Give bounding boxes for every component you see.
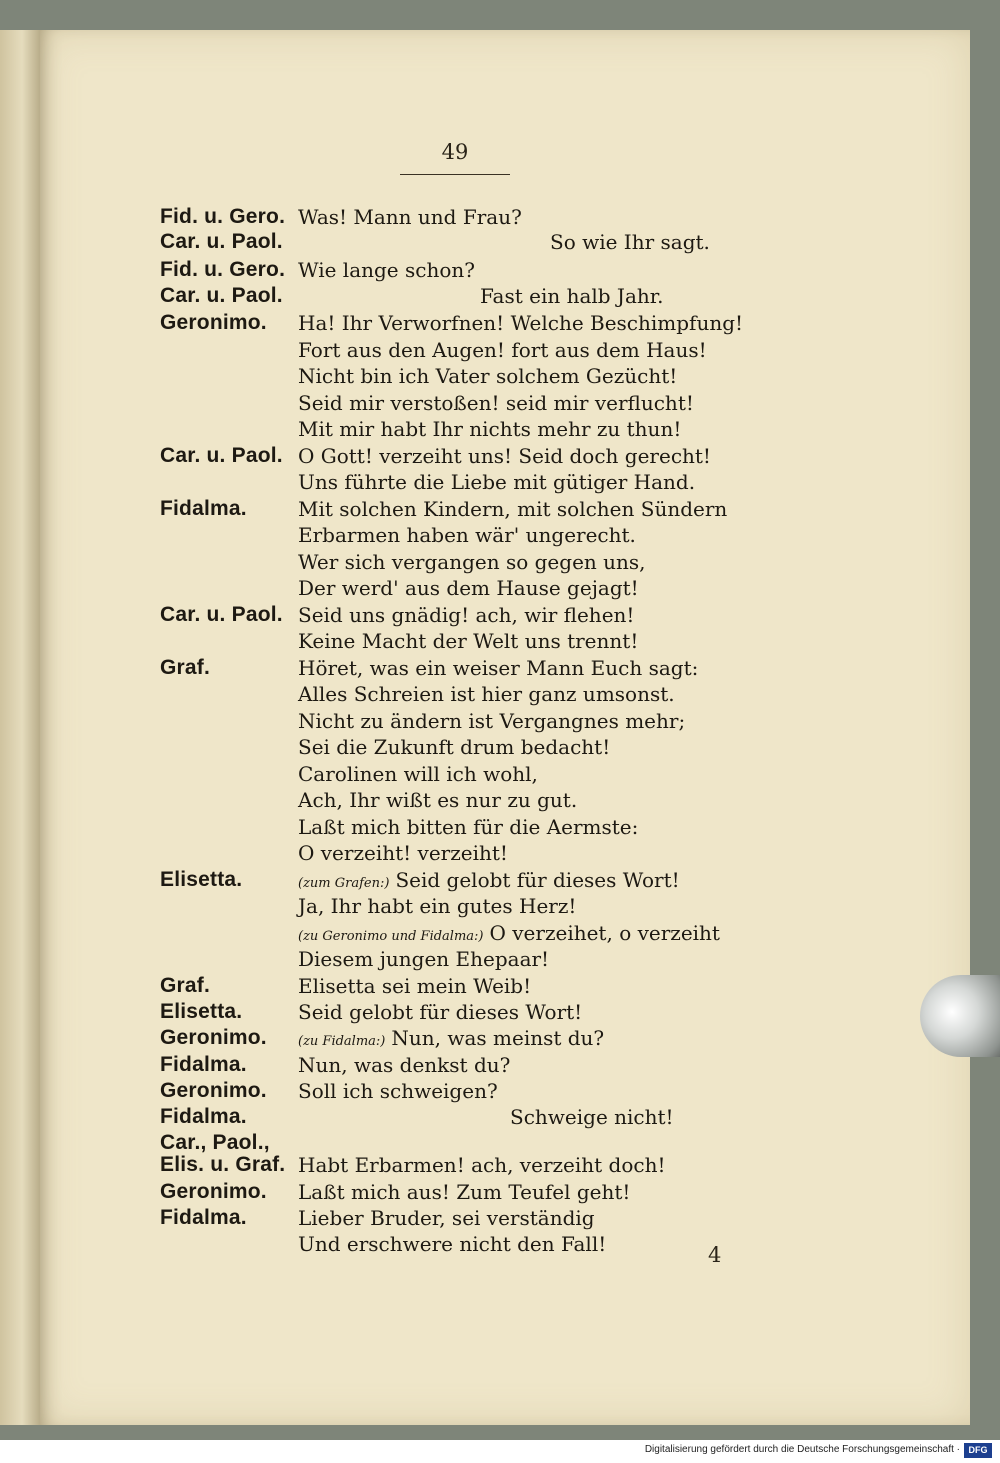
verse-line <box>0 282 1000 310</box>
verse-text <box>298 760 538 788</box>
verse-text <box>298 389 694 417</box>
verse-line <box>0 415 1000 443</box>
verse-words: Diesem jungen Ehepaar! <box>298 947 550 971</box>
page-clip <box>920 975 1000 1057</box>
verse-words: Nicht bin ich Vater solchem Gezücht! <box>298 364 678 388</box>
stage-direction: (zum Grafen:) <box>298 876 390 891</box>
verse-words: Habt Erbarmen! ach, verzeiht doch! <box>298 1153 666 1177</box>
verse-text <box>298 813 638 841</box>
verse-line <box>0 945 1000 973</box>
verse-words: Seid mir verstoßen! seid mir verflucht! <box>298 391 694 415</box>
verse-words: O verzeiht! verzeiht! <box>298 841 508 865</box>
verse-text <box>298 574 639 602</box>
verse-words: Ach, Ihr wißt es nur zu gut. <box>298 788 578 812</box>
verse-text <box>298 415 681 443</box>
speaker-name: Fidalma. <box>160 1206 247 1229</box>
verse-text <box>298 442 711 470</box>
verse-words: Mit mir habt Ihr nichts mehr zu thun! <box>298 417 682 441</box>
speaker-name: Fid. u. Gero. <box>160 205 286 228</box>
verse-words: Nicht zu ändern ist Vergangnes mehr; <box>298 709 686 733</box>
verse-text <box>510 1103 674 1131</box>
verse-words: Fort aus den Augen! fort aus dem Haus! <box>298 338 707 362</box>
verse-text <box>298 680 675 708</box>
verse-line <box>0 786 1000 814</box>
verse-text <box>298 1077 498 1105</box>
verse-words: Nun, was meinst du? <box>391 1026 605 1050</box>
footer-bar <box>0 1440 1000 1463</box>
verse-line <box>0 680 1000 708</box>
verse-line <box>0 521 1000 549</box>
verse-line <box>0 1103 1000 1131</box>
verse-words: Elisetta sei mein Weib! <box>298 974 532 998</box>
stage-direction: (zu Fidalma:) <box>298 1034 386 1049</box>
verse-line <box>0 1151 1000 1179</box>
page-number: 49 <box>441 140 469 164</box>
verse-line <box>0 362 1000 390</box>
verse-line <box>0 654 1000 682</box>
speaker-name: Car. u. Paol. <box>160 284 283 307</box>
verse-text <box>298 336 707 364</box>
verse-words: Seid gelobt für dieses Wort! <box>298 1000 583 1024</box>
verse-text <box>298 972 531 1000</box>
verse-text <box>298 548 646 576</box>
verse-line <box>0 813 1000 841</box>
verse-words: Was! Mann und Frau? <box>298 205 522 229</box>
verse-words: O verzeihet, o verzeiht <box>489 921 720 945</box>
verse-words: Laßt mich bitten für die Aermste: <box>298 815 639 839</box>
stage-direction: (zu Geronimo und Fidalma:) <box>298 929 484 944</box>
verse-words: Höret, was ein weiser Mann Euch sagt: <box>298 656 699 680</box>
speaker-name: Elisetta. <box>160 1000 243 1023</box>
verse-line <box>0 919 1000 947</box>
verse-words: Ha! Ihr Verworfnen! Welche Beschimpfung! <box>298 311 744 335</box>
verse-text <box>298 601 634 629</box>
verse-words: Carolinen will ich wohl, <box>298 762 538 786</box>
dfg-logo: DFG <box>964 1443 992 1458</box>
verse-words: Seid gelobt für dieses Wort! <box>395 868 680 892</box>
speaker-name: Car. u. Paol. <box>160 444 283 467</box>
verse-words: Keine Macht der Welt uns trennt! <box>298 629 639 653</box>
verse-line <box>0 1077 1000 1105</box>
verse-words: Ja, Ihr habt ein gutes Herz! <box>298 894 577 918</box>
verse-line <box>0 442 1000 470</box>
verse-line <box>0 1024 1000 1052</box>
speaker-name: Geronimo. <box>160 1026 267 1049</box>
verse-words: So wie Ihr sagt. <box>550 230 710 254</box>
verse-line <box>0 1230 1000 1258</box>
speaker-name: Geronimo. <box>160 1180 267 1203</box>
verse-line <box>0 203 1000 231</box>
verse-text <box>298 521 636 549</box>
verse-line <box>0 998 1000 1026</box>
verse-line <box>0 309 1000 337</box>
verse-text <box>298 468 695 496</box>
verse-words: O Gott! verzeiht uns! Seid doch gerecht! <box>298 444 711 468</box>
verse-words: Seid uns gnädig! ach, wir flehen! <box>298 603 635 627</box>
verse-text <box>298 707 685 735</box>
verse-words: Laßt mich aus! Zum Teufel geht! <box>298 1180 631 1204</box>
verse-text <box>298 998 582 1026</box>
verse-words: Alles Schreien ist hier ganz umsonst. <box>298 682 675 706</box>
verse-words: Sei die Zukunft drum bedacht! <box>298 735 611 759</box>
verse-text <box>298 1151 666 1179</box>
verse-words: Wie lange schon? <box>298 258 475 282</box>
verse-line <box>0 866 1000 894</box>
verse-line <box>0 839 1000 867</box>
verse-words: Nun, was denkst du? <box>298 1053 511 1077</box>
speaker-name: Elisetta. <box>160 868 243 891</box>
verse-words: Lieber Bruder, sei verständig <box>298 1206 595 1230</box>
verse-text <box>298 733 610 761</box>
verse-line <box>0 1051 1000 1079</box>
verse-text <box>298 892 576 920</box>
verse-line <box>0 733 1000 761</box>
verse-line <box>0 256 1000 284</box>
verse-line <box>0 760 1000 788</box>
verse-text <box>298 1051 510 1079</box>
verse-line <box>0 972 1000 1000</box>
speaker-name: Graf. <box>160 974 211 997</box>
verse-words: Mit solchen Kindern, mit solchen Sündern <box>298 497 728 521</box>
speaker-name: Fidalma. <box>160 497 247 520</box>
speaker-name: Fidalma. <box>160 1053 247 1076</box>
verse-line <box>0 468 1000 496</box>
verse-text <box>298 309 743 337</box>
footer-credit: Digitalisierung gefördert durch die Deutsche Forschungsgemeinschaft · <box>644 1444 960 1455</box>
verse-text <box>298 1178 630 1206</box>
verse-line <box>0 574 1000 602</box>
verse-line <box>0 627 1000 655</box>
verse-line <box>0 548 1000 576</box>
verse-line <box>0 389 1000 417</box>
speaker-name: Fidalma. <box>160 1105 247 1128</box>
verse-text <box>298 362 677 390</box>
speaker-name: Graf. <box>160 656 211 679</box>
verse-text <box>298 495 727 523</box>
speaker-name: Geronimo. <box>160 311 267 334</box>
verse-words: Fast ein halb Jahr. <box>480 284 664 308</box>
verse-text <box>298 627 638 655</box>
verse-line <box>0 1178 1000 1206</box>
verse-text <box>298 945 549 973</box>
speaker-name: Elis. u. Graf. <box>160 1153 286 1176</box>
verse-text <box>298 256 475 284</box>
speaker-name: Car. u. Paol. <box>160 603 283 626</box>
speaker-name: Fid. u. Gero. <box>160 258 286 281</box>
verse-line <box>0 707 1000 735</box>
speaker-name: Car. u. Paol. <box>160 230 283 253</box>
verse-text <box>298 1204 595 1232</box>
verse-text <box>298 839 508 867</box>
verse-words: Der werd' aus dem Hause gejagt! <box>298 576 639 600</box>
verse-words: Erbarmen haben wär' ungerecht. <box>298 523 636 547</box>
verse-text <box>298 654 698 682</box>
verse-text <box>550 228 710 256</box>
verse-line <box>0 336 1000 364</box>
verse-line <box>0 892 1000 920</box>
verse-text <box>298 1230 606 1258</box>
verse-words: Und erschwere nicht den Fall! <box>298 1232 607 1256</box>
verse-line <box>0 601 1000 629</box>
verse-words: Soll ich schweigen? <box>298 1079 498 1103</box>
speaker-name: Geronimo. <box>160 1079 267 1102</box>
signature-mark: 4 <box>708 1243 722 1267</box>
verse-words: Schweige nicht! <box>510 1105 674 1129</box>
speaker-name: Car., Paol., <box>160 1131 270 1154</box>
verse-words: Wer sich vergangen so gegen uns, <box>298 550 646 574</box>
verse-text <box>480 282 663 310</box>
verse-line <box>0 1204 1000 1232</box>
verse-text <box>298 203 522 231</box>
verse-words: Uns führte die Liebe mit gütiger Hand. <box>298 470 696 494</box>
verse-text <box>298 786 577 814</box>
verse-line <box>0 228 1000 256</box>
page-number-rule <box>400 174 510 175</box>
verse-line <box>0 495 1000 523</box>
